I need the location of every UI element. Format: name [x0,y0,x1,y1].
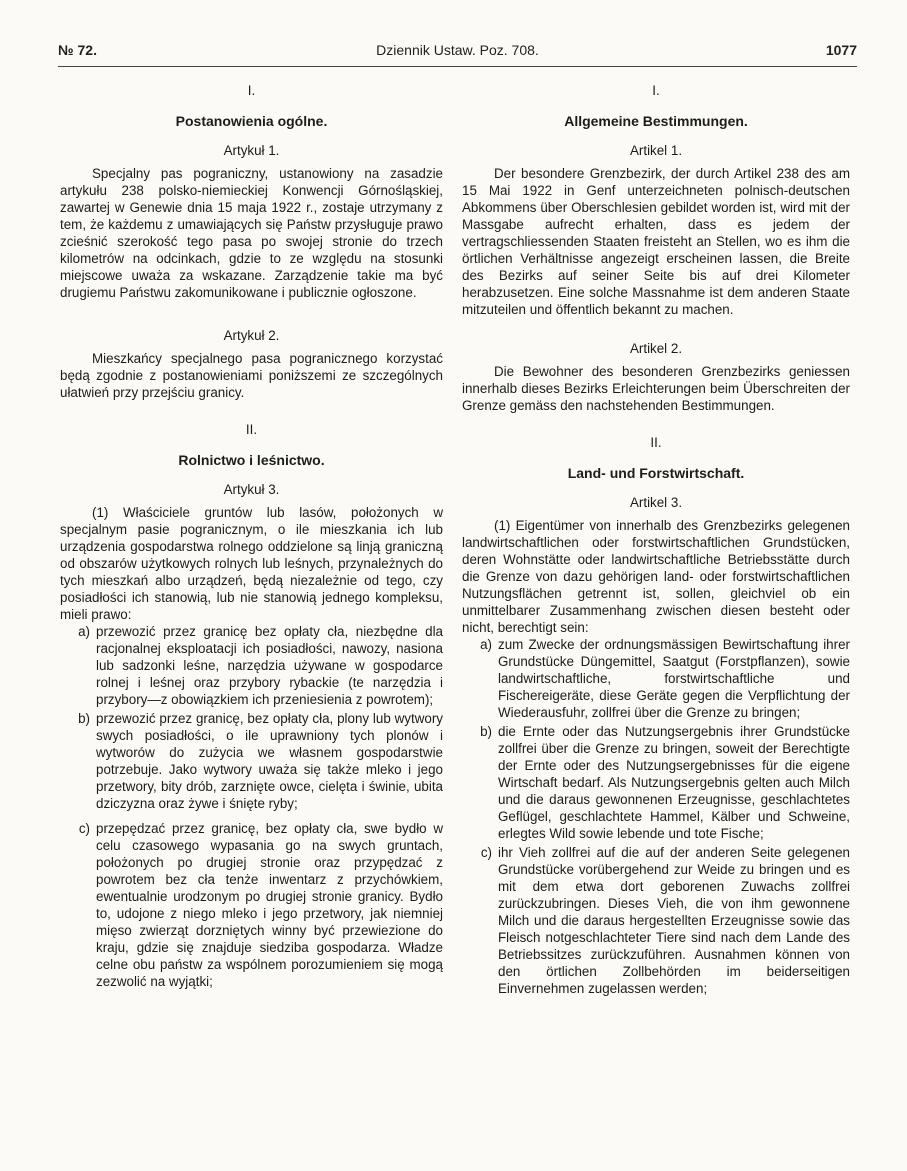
section-title: Allgemeine Bestimmungen. [564,113,748,129]
article-heading: Artykuł 1. [223,143,280,158]
section-title: Rolnictwo i leśnictwo. [178,452,325,468]
item-label: c) [480,845,492,860]
item-label: a) [78,624,90,639]
section-number: II. [245,422,258,437]
item-text: ihr Vieh zollfrei auf die auf der anderen Seite gelegenen Grundstücke vorübergehend zur Weide zu bringen und es mit dem etwa dort geborenen Zuwachs zollfrei zurückzubringen. Dieses Vieh, die von ihm gewonnene Milch und die daraus hergestellten Erzeugnisse sowie das Fleisch notgeschlachteter Tiere sind nach dem Lande des Betriebssitzes zurückzuführen. Ausnahmen können von den örtlichen Zollbehörden im beiderseitigen Einvernehmen zugelassen werden; [498,845,850,996]
article-intro: (1) Właściciele gruntów lub lasów, położonych w specjalnym pasie pogranicznym, o ile mieszkania ich lub urządzenia gospodarstwa rolnego oddzielone są linją graniczną od obszarów użytkowych rolnych lub leśnych, przynależnych do tych mieszkań albo urządzeń, będą niezależnie od tego, czy posiadłości ich stanowią, lub nie stanowią jednego kompleksu, mieli prawo: [60,505,443,622]
section-number: II. [650,435,662,450]
section-number: I. [652,83,660,98]
list-item [462,723,850,842]
article-heading: Artikel 3. [629,495,683,510]
article-heading: Artikel 1. [629,143,683,158]
list-item [462,636,850,721]
article-text: Mieszkańcy specjalnego pasa pogranicznego korzystać będą zgodnie z postanowieniami poniższemi ze szczególnych ułatwień przy przejściu granicy. [60,351,443,400]
article-heading: Artykuł 3. [223,482,280,497]
section-title: Postanowienia ogólne. [175,113,328,129]
section-title: Land- und Forstwirtschaft. [567,465,745,481]
page-number: 1077 [825,42,857,58]
page-header [58,42,857,64]
article-text: Der besondere Grenzbezirk, der durch Artikel 238 des am 15 Mai 1922 in Genf unterzeichneten polnisch-deutschen Abkommens über Oberschlesien gebildet worden ist, wird mit der Massgabe aufrecht erhalten, dass es jedem der vertragschliessenden Staaten freisteht an Stellen, wo es ihm die örtlichen Verhältnisse angezeigt erscheinen lassen, die Breite des Bezirks auf seiner Seite bis auf drei Kilometer herabzusetzen. Eine solche Massnahme ist dem anderen Staate mitzuteilen und öffentlich bekannt zu machen. [462,166,850,317]
article-text: Specjalny pas pograniczny, ustanowiony na zasadzie artykułu 238 polsko-niemieckiej Konwencji Górnośląskiej, zawartej w Genewie dnia 15 maja 1922 r., zostaje utrzymany z tem, że każdemu z umawiających się Państw przysługuje prawo zcieśnić szerokość tego pasa po swojej stronie do trzech kilometrów na odcinkach, gdzie to ze względu na stosunki miejscowe uważa za wskazane. Zarządzenie takie ma być drugiemu Państwu zakomunikowane i publicznie ogłoszone. [60,166,443,300]
item-label: b) [480,724,492,739]
polish-column [60,78,443,992]
issue-number: № 72. [58,42,97,58]
item-label: a) [480,637,492,652]
list-item [60,820,443,990]
article-heading: Artykuł 2. [223,328,280,343]
header-rule [58,66,857,67]
list-item [60,623,443,708]
list-item [462,844,850,997]
list-item [60,710,443,812]
article-intro: (1) Eigentümer von innerhalb des Grenzbezirks gelegenen landwirtschaftlichen oder forstwirtschaftlichen Grundstücken, deren Wohnstätte oder landwirtschaftliche Betriebsstätte durch die Grenze von dazu gehörigen land- oder forstwirtschaftlichen Nutzungsflächen getrennt ist, sollen, gleichviel ob ein unmittelbarer Zusammenhang zwischen diesen besteht oder nicht, berechtigt sein: [462,518,850,635]
item-text: zum Zwecke der ordnungsmässigen Bewirtschaftung ihrer Grundstücke Düngemittel, Saatgut (Forstpflanzen), sowie landwirtschaftliche, forstwirtschaftliche und Fischereigeräte, diese Geräte gegen die Verpflichtung der Wiederausfuhr, zollfrei über die Grenze zu bringen; [498,637,850,720]
german-column [462,78,850,999]
item-text: przewozić przez granicę bez opłaty cła, niezbędne dla racjonalnej eksploatacji ich posiadłości, nawozy, nasiona lub sadzonki leśne, narzędzia używane w gospodarce rolnej i leśnej oraz przybory rybackie (te narzędzia i przybory—z obowiązkiem ich przeniesienia z powrotem); [96,624,443,707]
article-heading: Artikel 2. [629,341,683,356]
item-text: przewozić przez granicę, bez opłaty cła, plony lub wytwory swych posiadłości, o ile uprawniony tych plonów i wytworów do zużycia we własnem gospodarstwie potrzebuje. Jako wytwory uważa się także mleko i jego przetwory, bity drób, zarznięte owce, cielęta i świnie, ubita dziczyzna oraz żywe i śnięte ryby; [96,711,443,811]
item-text: przepędzać przez granicę, bez opłaty cła, swe bydło w celu czasowego wypasania go na swych gruntach, położonych po drugiej stronie oraz przypędzać z powrotem bez cła tenże inwentarz z przychówkiem, ewentualnie urodzonym po drugiej stronie granicy. Bydło to, udojone z niego mleko i jego przetwory, jak niemniej mięso zwierząt dorzniętych winny być przewiezione do kraju, gdzie się znajduje siedziba gospodarza. Władze celne obu państw za wspólnem porozumieniem się mogą zezwolić na wyjątki; [96,821,443,989]
journal-title: Dziennik Ustaw. Poz. 708. [376,42,539,58]
item-text: die Ernte oder das Nutzungsergebnis ihrer Grundstücke zollfrei über die Grenze zu bringen, soweit der Berechtigte der Ernte oder des Nutzungsergebnisses für die eigene Wirtschaft bedarf. Als Nutzungsergebnis gelten auch Milch und die daraus gewonnenen Erzeugnisse, geschlachtetes Geflügel, geschlachtete Hammel, Kälber und Schweine, erlegtes Wild sowie lebende und tote Fische; [498,724,850,841]
article-text: Die Bewohner des besonderen Grenzbezirks geniessen innerhalb dieses Bezirks Erleichterungen beim Überschreiten der Grenze gemäss den nachstehenden Bestimmungen. [462,364,850,413]
item-label: c) [78,821,90,836]
item-label: b) [78,711,90,726]
section-number: I. [247,83,256,98]
